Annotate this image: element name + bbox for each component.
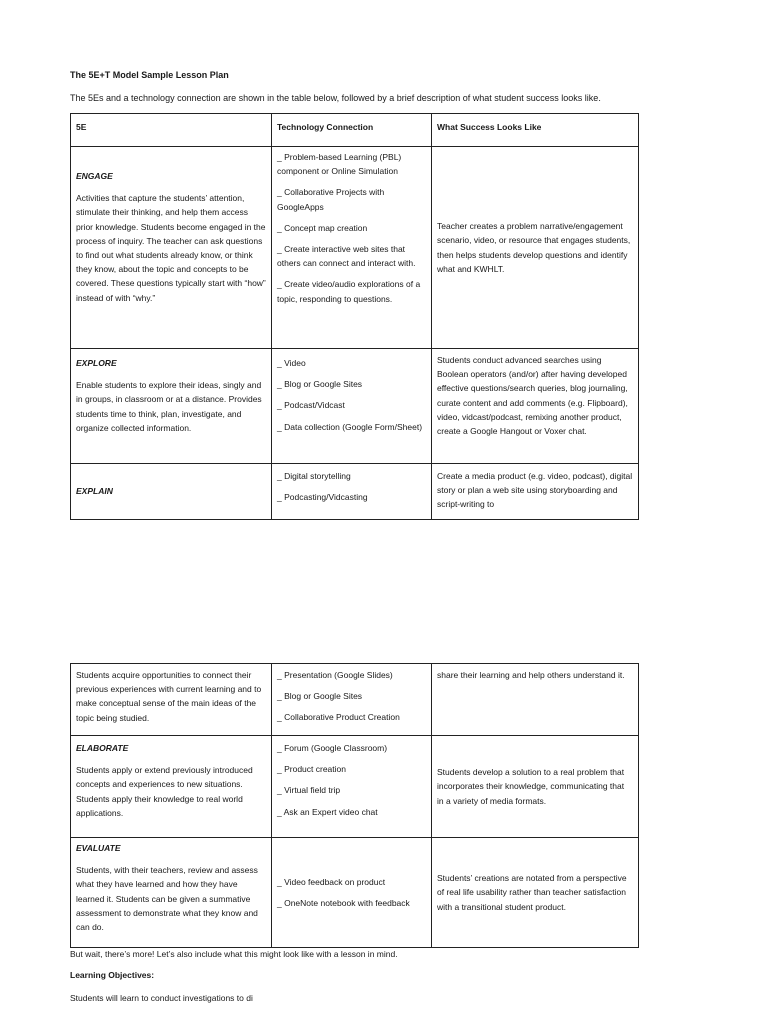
table-row-explain-continued — [71, 664, 639, 736]
tech-item: _ Blog or Google Sites — [277, 379, 363, 390]
tech-item: _ Create interactive web sites that others can connect and interact with. — [277, 244, 416, 269]
elaborate-success-cell: Students develop a solution to a real problem that incorporates their knowledge, communicating that in a variety of media formats. — [432, 736, 639, 838]
learning-objective-text: Students will learn to conduct investigations to di — [70, 993, 253, 1003]
more-text: But wait, there’s more! Let’s also include what this might look like with a lesson in mind. — [70, 949, 398, 959]
evaluate-success-cell: Students’ creations are notated from a perspective of real life usability rather than teacher satisfaction with a transitional student product. — [432, 838, 639, 948]
tech-item: _ OneNote notebook with feedback — [277, 898, 410, 908]
engage-description: Activities that capture the students’ attention, stimulate their thinking, and help them access prior knowledge. Students become engaged in the process of inquiry. The teacher can ask questions to find out what students already know, or think they know, about the topic and concepts to be covered. These questions typically start with “how” instead of with “why.” — [76, 193, 266, 303]
tech-item: _ Virtual field trip — [277, 785, 341, 796]
tech-item: _ Digital storytelling — [277, 471, 351, 481]
explore-description: Enable students to explore their ideas, singly and in groups, in classroom or at a distance. Provides students time to think, plan, investigate, and organize collected information. — [76, 380, 262, 433]
explain-cont-success-cell: share their learning and help others understand it. — [432, 664, 639, 736]
tech-item: _ Concept map creation — [277, 222, 368, 233]
document-title: The 5E+T Model Sample Lesson Plan — [70, 70, 229, 80]
lesson-table-part-2 — [70, 663, 639, 948]
stage-engage: ENGAGE — [76, 171, 113, 181]
header-5e: 5E — [71, 114, 272, 147]
stage-explain: EXPLAIN — [76, 486, 113, 497]
engage-success-cell: Teacher creates a problem narrative/engagement scenario, video, or resource that engages students, then helps students develop questions and identify what and KWHLT. — [432, 147, 639, 349]
stage-elaborate: ELABORATE — [76, 743, 129, 753]
explain-cell — [71, 464, 272, 520]
evaluate-description: Students, with their teachers, review and assess what they have learned and how they have learned it. Students can be given a summative assessment to demonstrate what they know and can do. — [76, 865, 258, 933]
table-header-row — [71, 114, 639, 147]
evaluate-cell — [71, 838, 272, 948]
explain-cont-tech-cell — [272, 664, 432, 736]
engage-cell — [71, 147, 272, 349]
explain-description: Students acquire opportunities to connect their previous experiences with current learning and to make conceptual sense of the main ideas of the topic being studied. — [71, 664, 272, 736]
tech-item: _ Ask an Expert video chat — [277, 806, 378, 817]
tech-item: _ Forum (Google Classroom) — [277, 743, 388, 753]
tech-item: _ Product creation — [277, 764, 346, 775]
elaborate-tech-cell — [272, 736, 432, 838]
lesson-table-part-1 — [70, 113, 639, 520]
tech-item: _ Video feedback on product — [277, 876, 386, 887]
tech-item: _ Blog or Google Sites — [277, 691, 363, 702]
tech-item: _ Data collection (Google Form/Sheet) — [277, 421, 423, 432]
intro-text: The 5Es and a technology connection are shown in the table below, followed by a brief description of what student success looks like. — [70, 93, 601, 103]
explore-success-cell: Students conduct advanced searches using Boolean operators (and/or) after having developed effective questions/search queries, blog journaling, curate content and add comments (e.g. Flipboard), video, vidcast/podcast, remixing another product, create a Google Hangout or Voxer chat. — [432, 349, 639, 464]
explore-tech-cell — [272, 349, 432, 464]
stage-evaluate: EVALUATE — [76, 843, 121, 853]
tech-item: _ Create video/audio explorations of a topic, responding to questions. — [277, 279, 421, 304]
tech-item: _ Collaborative Product Creation — [277, 712, 400, 723]
tech-item: _ Presentation (Google Slides) — [277, 670, 393, 680]
table-row-explain — [71, 464, 639, 520]
explain-success-cell: Create a media product (e.g. video, podcast), digital story or plan a web site using storyboarding and script-writing to — [432, 464, 639, 520]
evaluate-tech-cell — [272, 838, 432, 948]
tech-item: _ Podcasting/Vidcasting — [277, 492, 368, 503]
table-row-engage — [71, 147, 639, 349]
learning-objectives-heading: Learning Objectives: — [70, 970, 155, 980]
tech-item: _ Podcast/Vidcast — [277, 400, 345, 411]
tech-item: _ Collaborative Projects with GoogleApps — [277, 187, 385, 212]
tech-item: _ Video — [277, 358, 306, 368]
table-row-elaborate — [71, 736, 639, 838]
table-row-explore — [71, 349, 639, 464]
engage-tech-cell — [272, 147, 432, 349]
explore-cell — [71, 349, 272, 464]
explain-tech-cell — [272, 464, 432, 520]
elaborate-cell — [71, 736, 272, 838]
header-success: What Success Looks Like — [432, 114, 639, 147]
table-row-evaluate — [71, 838, 639, 948]
tech-item: _ Problem-based Learning (PBL) component or Online Simulation — [277, 152, 402, 177]
header-technology-connection: Technology Connection — [272, 114, 432, 147]
stage-explore: EXPLORE — [76, 358, 117, 368]
elaborate-description: Students apply or extend previously introduced concepts and experiences to new situations. Students apply their knowledge to real world applications. — [76, 765, 253, 818]
